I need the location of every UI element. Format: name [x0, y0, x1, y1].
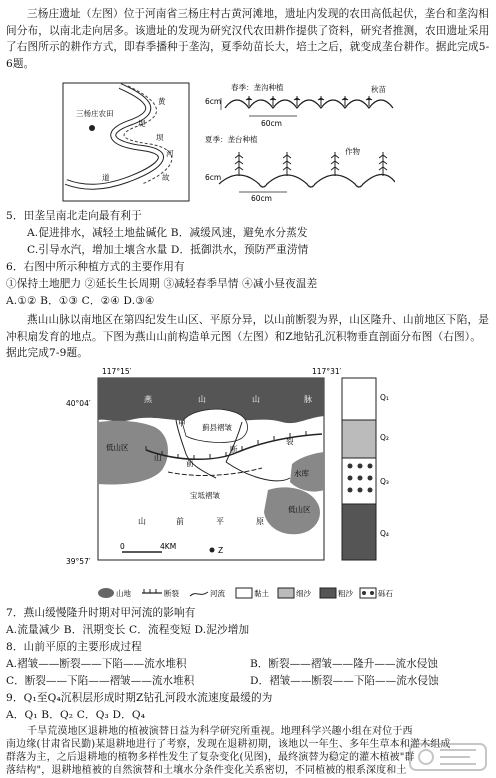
- svg-text:前: 前: [176, 517, 184, 526]
- intro-passage-1: 三杨庄遗址（左图）位于河南省三杨庄村古黄河滩地，遗址内发现的农田高低起伏，垄台和垄沟相间分布，以南北走向居多。该遗址的发现为研究汉代农田耕作提供了资料，研究者推测，农田遗址采用了右图所示的耕作方式，即春季播种于垄沟，夏季幼苗长大，培土之后，就变成垄台耕作。据此完成5-6题。: [6, 8, 490, 70]
- q6-items: ①保持土地肥力 ②延长生长周期 ③减轻春季旱情 ④减小昼夜温差: [6, 278, 318, 290]
- svg-text:原: 原: [256, 517, 264, 526]
- svg-text:黄: 黄: [158, 97, 166, 106]
- svg-text:低山区: 低山区: [288, 505, 311, 514]
- svg-text:道: 道: [102, 173, 110, 182]
- q6-stem: 6．右图中所示种植方式的主要作用有: [6, 261, 185, 273]
- q8-option-a: A.褶皱——断裂——下陷——流水堆积: [6, 658, 187, 670]
- q7-stem: 7．燕山缓慢隆升时期对甲河流的影响有: [6, 607, 196, 619]
- svg-text:Q₂: Q₂: [380, 433, 389, 442]
- svg-text:作物: 作物: [345, 147, 360, 156]
- svg-text:堤: 堤: [138, 119, 146, 128]
- spring-profile: [225, 100, 393, 108]
- svg-text:细沙: 细沙: [296, 589, 311, 598]
- svg-text:山地: 山地: [116, 589, 131, 598]
- q5-line2: C.引导水汽，增加土壤含水量 D．抵御洪水，预防严重涝情: [27, 244, 309, 256]
- svg-text:6cm: 6cm: [205, 97, 222, 106]
- svg-text:Q₃: Q₃: [380, 477, 389, 486]
- intro-passage-3-line2: 南边缘(甘肃省民勤)某退耕地进行了考察，发现在退耕初期，该地以一年生、多年生草本和灌木组成: [6, 739, 451, 750]
- svg-text:粗沙: 粗沙: [338, 589, 353, 598]
- svg-text:秋苗: 秋苗: [371, 85, 386, 94]
- summer-plants: [235, 152, 387, 176]
- q5-stem: 5．田垄呈南北走向最有利于: [6, 210, 142, 222]
- svg-text:黏土: 黏土: [254, 589, 269, 598]
- sanyangzhuang-map: [62, 82, 190, 202]
- svg-text:水库: 水库: [294, 469, 309, 478]
- svg-text:蓟县褶皱: 蓟县褶皱: [202, 423, 232, 432]
- village-label: 三杨庄农田: [76, 109, 114, 118]
- intro-passage-3-line1: 千旱荒漠地区退耕地的植被演替日益为科学研究所重视。地理科学兴趣小组在对位于西: [27, 726, 413, 737]
- svg-text:河流: 河流: [210, 589, 225, 598]
- svg-text:脉: 脉: [304, 395, 312, 404]
- svg-text:山: 山: [252, 395, 260, 404]
- yanshan-structure-map: [66, 366, 396, 582]
- q9-stem: 9．Q₁至Q₄沉积层形成时期Z钻孔河段水流速度最缓的为: [6, 692, 273, 704]
- svg-text:山: 山: [154, 453, 162, 462]
- spring-label: 春季：垄沟种植: [231, 83, 284, 92]
- svg-text:117°31′: 117°31′: [312, 367, 342, 376]
- site-marker: [89, 125, 95, 131]
- intro-passage-3-line3: 群落为主，之后退耕地的植物多样性发生了复杂变化(见图)，最终演替为稳定的灌木植被"群: [6, 752, 415, 763]
- svg-text:燕: 燕: [144, 395, 152, 404]
- svg-text:甲: 甲: [178, 419, 186, 428]
- borehole-column: [342, 378, 389, 560]
- svg-text:0: 0: [120, 542, 125, 551]
- svg-text:117°15′: 117°15′: [102, 367, 132, 376]
- svg-text:39°57′: 39°57′: [66, 557, 91, 566]
- q8-option-d: D．褶皱——断裂——下陷——流水侵蚀: [250, 675, 439, 687]
- svg-text:裂: 裂: [286, 437, 294, 446]
- svg-text:6cm: 6cm: [205, 173, 222, 182]
- ridge-furrow-diagram: [205, 80, 395, 202]
- svg-text:山: 山: [138, 517, 146, 526]
- svg-text:Q₄: Q₄: [380, 529, 389, 538]
- map-legend: [96, 586, 396, 600]
- borehole-z-label: Z: [218, 546, 224, 555]
- svg-text:平: 平: [216, 517, 224, 526]
- svg-text:前: 前: [186, 459, 194, 468]
- svg-text:宝坻褶皱: 宝坻褶皱: [190, 491, 220, 500]
- svg-text:河: 河: [166, 149, 174, 158]
- q9-options: A．Q₁ B．Q₂ C．Q₃ D．Q₄: [6, 709, 146, 721]
- svg-text:60cm: 60cm: [261, 119, 282, 128]
- q7-options: A.流量减少 B．汛期变长 C．流程变短 D.泥沙增加: [6, 624, 250, 636]
- q8-option-c: C．断裂——下陷——褶皱——流水堆积: [6, 675, 195, 687]
- svg-text:4KM: 4KM: [160, 542, 177, 551]
- svg-text:低山区: 低山区: [106, 443, 129, 452]
- intro-passage-2: 燕山山脉以南地区在第四纪发生山区、平原分异，以山前断裂为界，山区隆升、山前地区下陷，是冲积扇发育的地点。下图为燕山山前构造单元图（左图）和Z地钻孔沉积物垂直剖面分布图（右图）。据此完成7-9题。: [6, 314, 489, 359]
- svg-text:断: 断: [230, 445, 238, 454]
- svg-text:故: 故: [162, 173, 170, 182]
- svg-text:Q₁: Q₁: [380, 393, 389, 402]
- svg-text:60cm: 60cm: [251, 194, 272, 202]
- q6-options: A.①② B．①③ C．②④ D.③④: [6, 295, 155, 307]
- intro-passage-3-line4: 落结构"，退耕地植被的自然演替和土壤水分条件变化关系密切，不同植被的根系深度和土: [6, 765, 407, 776]
- summer-profile: [219, 174, 395, 187]
- svg-text:断裂: 断裂: [164, 589, 179, 598]
- svg-text:坝: 坝: [156, 133, 164, 142]
- q8-option-b: B．断裂——褶皱——隆升——流水侵蚀: [250, 658, 438, 670]
- q5-line1: A.促进排水，减轻土地盐碱化 B．减缓风速，避免水分蒸发: [27, 227, 308, 239]
- svg-text:40°04′: 40°04′: [66, 399, 91, 408]
- svg-text:砾石: 砾石: [378, 589, 393, 598]
- watermark-logo: [408, 740, 488, 774]
- svg-text:山: 山: [198, 395, 206, 404]
- q8-stem: 8．山前平原的主要形成过程: [6, 641, 142, 653]
- summer-label: 夏季：垄台种植: [205, 135, 258, 144]
